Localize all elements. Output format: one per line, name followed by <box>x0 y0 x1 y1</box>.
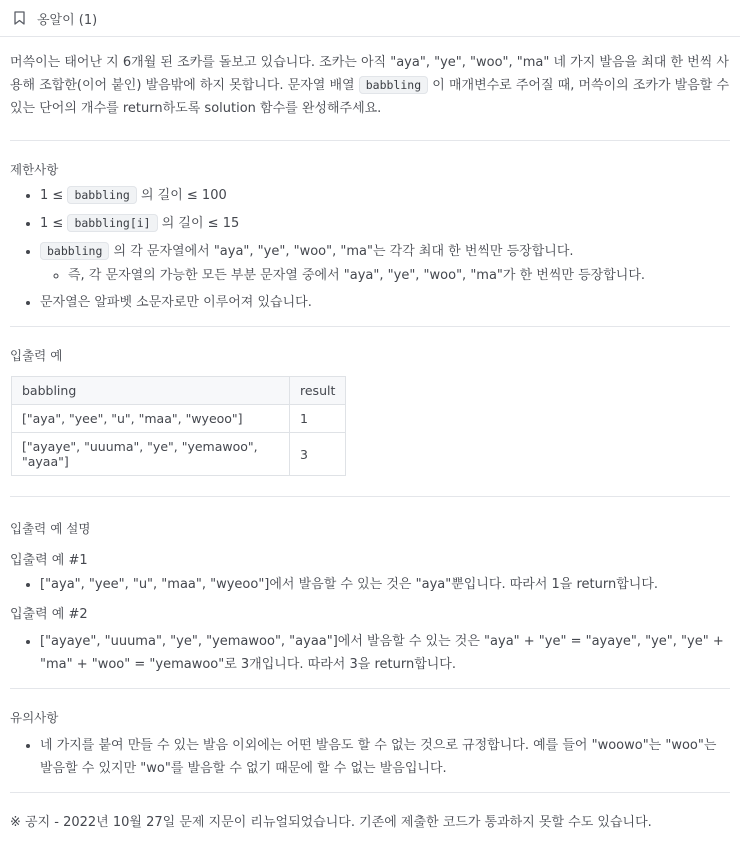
list-item: • babbling 의 각 문자열에서 "aya", "ye", "woo", "ma"는 각각 최대 한 번씩만 등장합니다. ◦ 즉, 각 문자열의 가능한 모든 부분 문자열 중에서 "aya", "ye", "woo", "ma"가 한 번씩만 등장합니다. <box>40 242 730 285</box>
problem-title: 옹알이 (1) <box>37 12 98 28</box>
explanation-heading: 입출력 예 설명 <box>10 521 91 536</box>
list-item: • 네 가지를 붙여 만들 수 있는 발음 이외에는 어떤 발음도 할 수 없는 것으로 규정합니다. 예를 들어 "woowo"는 "woo"는 발음할 수 있지만 "wo"를 발음할 수 없기 때문에 할 수 없는 발음입니다. <box>40 734 730 780</box>
list-item: • 1 ≤ babbling 의 길이 ≤ 100 <box>40 186 730 205</box>
sub-list <box>40 267 730 285</box>
table-cell: ["aya", "yee", "u", "maa", "wyeoo"] <box>12 405 290 433</box>
inline-code: babbling <box>359 76 428 94</box>
constraints-heading: 제한사항 <box>10 162 59 177</box>
notice-text: ※ 공지 - 2022년 10월 27일 문제 지문이 리뉴얼되었습니다. 기존에 제출한 코드가 통과하지 못할 수도 있습니다. <box>10 815 652 830</box>
list-item: • 1 ≤ babbling[i] 의 길이 ≤ 15 <box>40 214 730 233</box>
table-header: result <box>290 377 346 405</box>
examples-heading: 입출력 예 <box>10 348 63 363</box>
example-2-title: 입출력 예 #2 <box>10 607 88 622</box>
problem-description: 머쓱이는 태어난 지 6개월 된 조카를 돌보고 있습니다. 조카는 아직 "aya", "ye", "woo", "ma" 네 가지 발음을 최대 한 번씩 사용해 조합한(이어 붙인) 발음밖에 하지 못합니다. 문자열 배열 babbling 이 매개변수로 주어질 때, 머쓱이의 조카가 발음할 수 있는 단어의 개수를 return하도록 solution 함수를 완성해주세요. <box>10 55 730 116</box>
constraints-list <box>10 186 730 312</box>
list-item: • ["ayaye", "uuuma", "ye", "yemawoo", "ayaa"]에서 발음할 수 있는 것은 "aya" + "ye" = "ayaye", "ye", "ye" + "ma" + "woo" = "yemawoo"로 3개입니다. 따라서 3을 return합니다. <box>40 630 730 676</box>
divider <box>10 326 730 327</box>
divider <box>10 140 730 141</box>
divider <box>10 496 730 497</box>
table-header: babbling <box>12 377 290 405</box>
table-cell: ["ayaye", "uuuma", "ye", "yemawoo", "ayaa"] <box>12 433 290 476</box>
table-row <box>12 433 346 476</box>
divider <box>10 688 730 689</box>
notes-list <box>10 734 730 780</box>
sub-list-item: ◦ 즉, 각 문자열의 가능한 모든 부분 문자열 중에서 "aya", "ye", "woo", "ma"가 한 번씩만 등장합니다. <box>68 267 730 285</box>
example-1-title: 입출력 예 #1 <box>10 553 88 568</box>
list-item: • 문자열은 알파벳 소문자로만 이루어져 있습니다. <box>40 294 730 312</box>
example-1-list <box>10 576 730 594</box>
list-item: • ["aya", "yee", "u", "maa", "wyeoo"]에서 발음할 수 있는 것은 "aya"뿐입니다. 따라서 1을 return합니다. <box>40 576 730 594</box>
table-row <box>12 405 346 433</box>
examples-table <box>11 376 346 476</box>
bookmark-icon[interactable] <box>14 11 25 25</box>
example-2-list <box>10 630 730 676</box>
notes-heading: 유의사항 <box>10 710 59 725</box>
problem-content <box>0 51 740 833</box>
divider <box>10 792 730 793</box>
problem-header <box>0 0 740 37</box>
table-cell: 3 <box>290 433 346 476</box>
table-cell: 1 <box>290 405 346 433</box>
